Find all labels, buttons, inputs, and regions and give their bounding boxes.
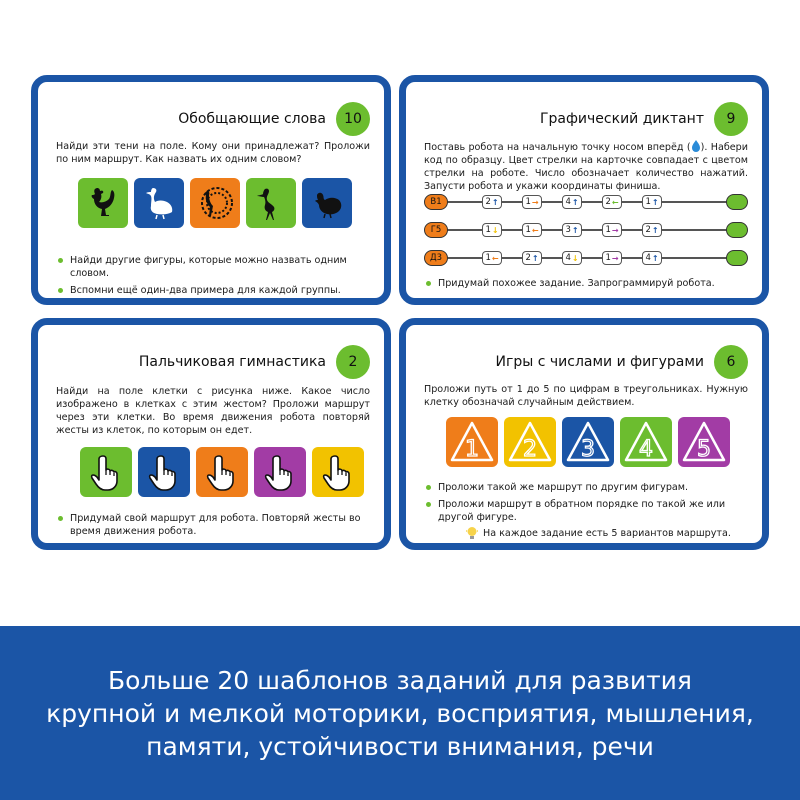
step-count: 1: [485, 225, 491, 235]
route-step: [642, 251, 662, 265]
step-arrow-icon: ↑: [491, 197, 499, 207]
route-step: [482, 251, 502, 265]
card-bullets: [56, 512, 370, 542]
triangle-tile: [620, 417, 672, 467]
card-title: Обобщающие слова: [178, 111, 326, 127]
goose-silhouette-icon: [134, 178, 184, 228]
card-instruction: Найди эти тени на поле. Кому они принадлежат? Проложи по ним маршрут. Как назвать их одним словом?: [56, 141, 370, 165]
route-step: [482, 195, 502, 209]
step-arrow-icon: ←: [611, 197, 619, 207]
triangle-icon: [449, 420, 495, 464]
step-count: 3: [565, 225, 571, 235]
triangle-number: 4: [639, 437, 653, 462]
triangle-number: 2: [523, 437, 537, 462]
step-arrow-icon: ↑: [651, 197, 659, 207]
route-step: [522, 195, 542, 209]
step-count: 1: [485, 253, 491, 263]
step-arrow-icon: ←: [491, 253, 499, 263]
step-count: 2: [525, 253, 531, 263]
card-header: [496, 345, 748, 379]
gesture-tiles: [80, 447, 364, 497]
instruction-part: Поставь робота на начальную точку носом вперёд (: [424, 142, 691, 153]
route-step: [562, 251, 582, 265]
banner-line: Больше 20 шаблонов заданий для развития: [108, 665, 692, 695]
card-header: [178, 102, 370, 136]
route-end-point: [726, 250, 748, 266]
step-arrow-icon: ↓: [571, 253, 579, 263]
route-step: [562, 223, 582, 237]
banner-line: памяти, устойчивости внимания, речи: [146, 731, 654, 761]
step-arrow-icon: →: [611, 225, 619, 235]
card-finger-gymnastics: [31, 318, 391, 550]
hen-silhouette-icon: [302, 178, 352, 228]
card-title: Игры с числами и фигурами: [495, 354, 704, 370]
card-graphic-dictation: [399, 75, 769, 305]
triangle-tile: [504, 417, 556, 467]
robot-nose-icon: [691, 140, 701, 152]
triangle-tile: [678, 417, 730, 467]
bullet-item: Вспомни ещё один-два примера для каждой группы.: [56, 284, 370, 297]
route-rows: [424, 194, 748, 278]
card-header: [139, 345, 370, 379]
card-number-badge: 2: [336, 345, 370, 379]
step-count: 1: [605, 225, 611, 235]
route-step: [482, 223, 502, 237]
route-row: [424, 222, 748, 238]
triangle-icon: [565, 420, 611, 464]
step-arrow-icon: ↓: [491, 225, 499, 235]
hand-one-finger-icon: [254, 447, 306, 497]
hand-one-finger-icon: [312, 447, 364, 497]
triangle-tile: [562, 417, 614, 467]
route-step: [642, 195, 662, 209]
step-count: 1: [605, 253, 611, 263]
route-step: [602, 195, 622, 209]
card-instruction: Найди на поле клетки с рисунка ниже. Какое число изображено в клетках с этим жестом? Проложи маршрут через эти клетки. Во время движения робота повторяй жесты из клеток, по которым он едет.: [56, 386, 370, 436]
route-start-point: Д3: [424, 250, 448, 266]
step-count: 2: [645, 225, 651, 235]
card-bullets: [56, 254, 370, 301]
route-row: [424, 194, 748, 210]
triangle-number: 3: [581, 437, 595, 462]
step-arrow-icon: ↑: [571, 225, 579, 235]
triangle-icon: [623, 420, 669, 464]
hint-text: На каждое задание есть 5 вариантов маршрута.: [483, 527, 731, 539]
triangle-icon: [507, 420, 553, 464]
route-end-point: [726, 222, 748, 238]
route-start-point: В1: [424, 194, 448, 210]
card-generalizing-words: [31, 75, 391, 305]
route-row: [424, 250, 748, 266]
card-title: Графический диктант: [539, 111, 704, 127]
step-count: 2: [485, 197, 491, 207]
hand-one-finger-icon: [196, 447, 248, 497]
triangle-tiles: [446, 417, 730, 467]
banner-text: [46, 664, 754, 763]
card-number-badge: 6: [714, 345, 748, 379]
instruction-part: ). Набери код по образцу. Цвет стрелки на карточке совпадает с цветом стрелки на роботе. Число обозначает количество нажатий. Запусти робота и укажи координаты финиша.: [424, 142, 748, 192]
step-count: 4: [645, 253, 651, 263]
hand-one-finger-icon: [80, 447, 132, 497]
card-number-badge: 10: [336, 102, 370, 136]
step-count: 1: [645, 197, 651, 207]
lightbulb-icon: [466, 526, 478, 540]
card-title: Пальчиковая гимнастика: [138, 354, 326, 370]
rooster-silhouette-icon: [78, 178, 128, 228]
route-step: [562, 195, 582, 209]
step-count: 4: [565, 197, 571, 207]
card-bullets: [424, 481, 748, 528]
route-step: [522, 223, 542, 237]
card-header: [540, 102, 748, 136]
route-step: [642, 223, 662, 237]
banner-line: крупной и мелкой моторики, восприятия, мышления,: [46, 698, 754, 728]
step-count: 1: [525, 225, 531, 235]
step-count: 4: [565, 253, 571, 263]
route-step: [522, 251, 542, 265]
step-arrow-icon: ↑: [531, 253, 539, 263]
heron-silhouette-icon: [246, 178, 296, 228]
step-arrow-icon: ↑: [651, 253, 659, 263]
card-hint: [466, 526, 731, 540]
triangle-icon: [681, 420, 727, 464]
silhouette-tiles: [78, 178, 352, 228]
card-instruction: Проложи путь от 1 до 5 по цифрам в треугольниках. Нужную клетку обозначай случайным действием.: [424, 384, 748, 408]
step-arrow-icon: ↑: [571, 197, 579, 207]
step-arrow-icon: →: [611, 253, 619, 263]
bullet-item: Придумай похожее задание. Запрограммируй робота.: [424, 277, 748, 290]
bullet-item: Найди другие фигуры, которые можно назвать одним словом.: [56, 254, 370, 280]
bullet-item: Проложи маршрут в обратном порядке по такой же или другой фигуре.: [424, 498, 748, 524]
card-instruction: [424, 140, 748, 193]
hand-one-finger-icon: [138, 447, 190, 497]
step-arrow-icon: ↑: [651, 225, 659, 235]
card-number-badge: 9: [714, 102, 748, 136]
step-count: 2: [605, 197, 611, 207]
card-bullets: [424, 277, 748, 294]
bullet-item: Придумай свой маршрут для робота. Повторяй жесты во время движения робота.: [56, 512, 370, 538]
bullet-item: Проложи такой же маршрут по другим фигурам.: [424, 481, 748, 494]
triangle-tile: [446, 417, 498, 467]
step-arrow-icon: ←: [531, 225, 539, 235]
card-numbers-shapes: [399, 318, 769, 550]
peacock-silhouette-icon: [190, 178, 240, 228]
triangle-number: 5: [697, 437, 711, 462]
route-end-point: [726, 194, 748, 210]
triangle-number: 1: [465, 437, 479, 462]
route-step: [602, 223, 622, 237]
bottom-banner: [0, 626, 800, 800]
step-arrow-icon: →: [531, 197, 539, 207]
route-step: [602, 251, 622, 265]
step-count: 1: [525, 197, 531, 207]
route-start-point: Г5: [424, 222, 448, 238]
